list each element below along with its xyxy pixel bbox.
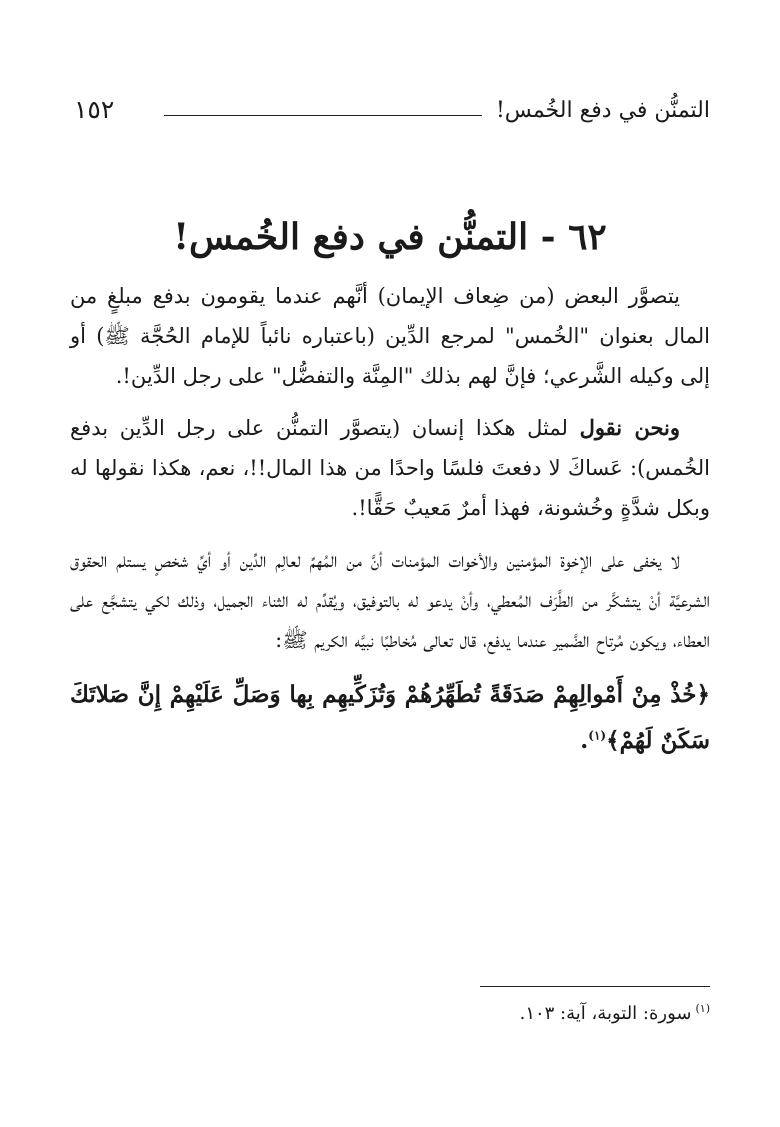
chapter-title: ٦٢ - التمنُّن في دفع الخُمس! bbox=[173, 216, 607, 259]
footnote-number: (١) bbox=[695, 1002, 710, 1015]
footnote-text: سورة: التوبة، آية: ١٠٣. bbox=[519, 1003, 692, 1024]
paragraph-2-text: لمثل هكذا إنسان (يتصوَّر التمنُّن على رجل الدِّين بدفع الخُمس): عَساكَ لا دفعتَ فلسًا واحدًا من هذا المال!!، نعم، هكذا نقولها له وبكل شدَّةٍ وخُشونة، فهذا أمرٌ مَعيبٌ حَقًّا!. bbox=[70, 416, 710, 520]
footnote bbox=[70, 1000, 710, 1028]
header-rule bbox=[164, 115, 482, 116]
footnote-rule bbox=[480, 986, 710, 987]
paragraph-2 bbox=[70, 408, 710, 528]
verse-end: . bbox=[580, 727, 589, 754]
verse-text: ﴿خُذْ مِنْ أَمْوالِهِمْ صَدَقَةً تُطَهِّرُهُمْ وَتُزَكِّيهِم بِها وَصَلِّ عَلَيْهِمْ إِنَّ صَلاتَكَ سَكَنٌ لَهُمْ﴾ bbox=[70, 681, 710, 754]
paragraph-1: يتصوَّر البعض (من ضِعاف الإيمان) أنَّهم عندما يقومون بدفع مبلغٍ من المال بعنوان "الخُمس" لمرجع الدِّين (باعتباره نائباً للإمام الحُجَّة ﷺ) أو إلى وكيله الشَّرعي؛ فإنَّ لهم بذلك "المِنَّة والتفضُّل" على رجل الدِّين!. bbox=[70, 284, 710, 388]
page-number: ١٥٢ bbox=[74, 95, 115, 124]
footnote-reference: (١) bbox=[588, 728, 607, 743]
running-title: التمنُّن في دفع الخُمس! bbox=[495, 98, 710, 123]
quran-verse bbox=[70, 672, 710, 764]
body-text bbox=[70, 276, 710, 776]
paragraph-3: لا يخفى على الإخوة المؤمنين والأخوات المؤمنات أنَّ من المُهمِّ لعالِم الدِّين أو أيِّ شخصٍ يستلم الحقوق الشرعيَّة أنْ يتشكَّر من الطَّرَف المُعطي، وأنْ يدعو له بالتوفيق، ويُقدِّم له الثناء الجميل، وذلك لكي يتشجَّع على العطاء، ويكون مُرتاح الضَّمير عندما يدفع، قال تعالى مُخاطبًا نبيَّه الكريم ﷺ: bbox=[70, 548, 710, 652]
running-header bbox=[70, 82, 710, 122]
paragraph-2-lead: ونحن نقول bbox=[579, 415, 680, 440]
